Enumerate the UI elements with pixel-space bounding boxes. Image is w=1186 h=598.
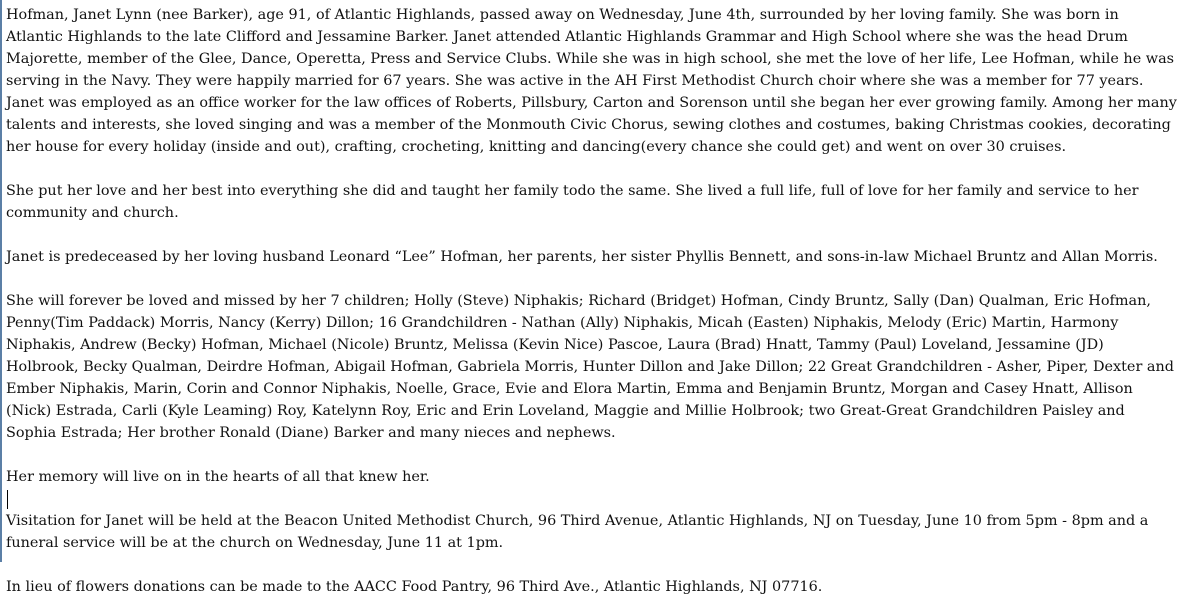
obituary-paragraph-predeceased: Janet is predeceased by her loving husband Leonard “Lee” Hofman, her parents, her sister Phyllis Bennett, and sons-in-law Michael Bruntz and Allan Morris. [6,249,1158,265]
obituary-paragraph-life: She put her love and her best into everything she did and taught her family todo the same. She lived a full life, full of love for her family and service to her community and church. [6,183,1139,221]
obituary-paragraph-survivors: She will forever be loved and missed by her 7 children; Holly (Steve) Niphakis; Richard (Bridget) Hofman, Cindy Bruntz, Sally (Dan) Qualman, Eric Hofman, Penny(Tim Paddack) Morris, Nancy (Kerry) Dillon; 16 Grandchildren - Nathan (Ally) Niphakis, Micah (Easten) Niphakis, Melody (Eric) Martin, Harmony Niphakis, Andrew (Becky) Hofman, Michael (Nicole) Bruntz, Melissa (Kevin Nice) Pascoe, Laura (Brad) Hnatt, Tammy (Paul) Loveland, Jessamine (JD) Holbrook, Becky Qualman, Deirdre Hofman, Abigail Hofman, Gabriela Morris, Hunter Dillon and Jake Dillon; 22 Great Grandchildren - Asher, Piper, Dexter and Ember Niphakis, Marin, Corin and Connor Niphakis, Noelle, Grace, Evie and Elora Martin, Emma and Benjamin Bruntz, Morgan and Casey Hnatt, Allison (Nick) Estrada, Carli (Kyle Leaming) Roy, Katelynn Roy, Eric and Erin Loveland, Maggie and Millie Holbrook; two Great-Great Grandchildren Paisley and Sophia Estrada; Her brother Ronald (Diane) Barker and many nieces and nephews. [6,293,1174,441]
obituary-paragraph-visitation: Visitation for Janet will be held at the Beacon United Methodist Church, 96 Third Avenue, Atlantic Highlands, NJ on Tuesday, June 10 from 5pm - 8pm and a funeral service will be at the church on Wednesday, June 11 at 1pm. [6,513,1149,551]
text-caret [7,490,8,509]
obituary-paragraph-donations: In lieu of flowers donations can be made to the AACC Food Pantry, 96 Third Ave., Atlantic Highlands, NJ 07716. [6,579,823,595]
text-cursor-line[interactable] [6,488,1178,510]
obituary-paragraph-intro: Hofman, Janet Lynn (nee Barker), age 91, of Atlantic Highlands, passed away on Wednesday, June 4th, surrounded by her loving family. She was born in Atlantic Highlands to the late Clifford and Jessamine Barker. Janet attended Atlantic Highlands Grammar and High School where she was the head Drum Majorette, member of the Glee, Dance, Operetta, Press and Service Clubs. While she was in high school, she met the love of her life, Lee Hofman, while he was serving in the Navy. They were happily married for 67 years. She was active in the AH First Methodist Church choir where she was a member for 77 years. Janet was employed as an office worker for the law offices of Roberts, Pillsbury, Carton and Sorenson until she began her ever growing family. Among her many talents and interests, she loved singing and was a member of the Monmouth Civic Chorus, sewing clothes and costumes, baking Christmas cookies, decorating her house for every holiday (inside and out), crafting, crocheting, knitting and dancing(every chance she could get) and went on over 30 cruises. [6,7,1177,155]
obituary-paragraph-memory: Her memory will live on in the hearts of all that knew her. [6,469,430,485]
